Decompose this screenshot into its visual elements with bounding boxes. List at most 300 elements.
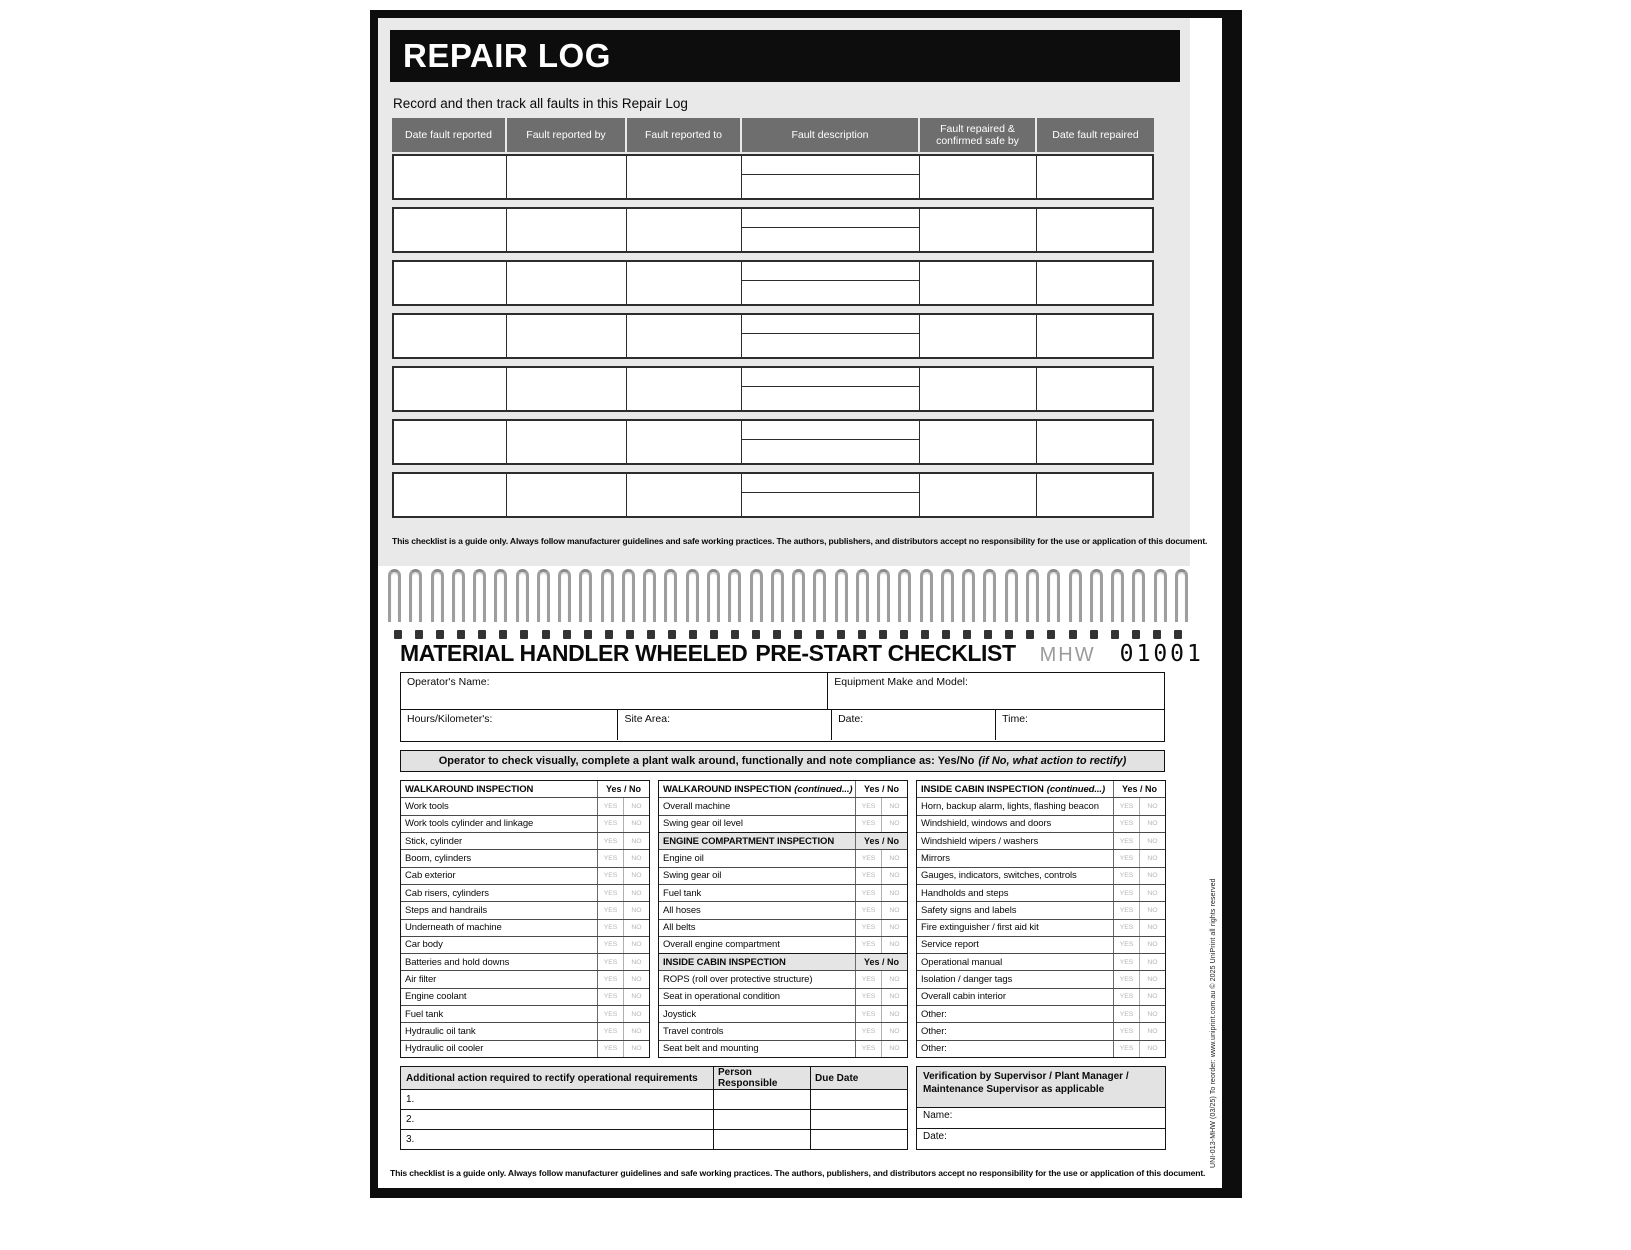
no-cell[interactable]: NO (881, 920, 907, 936)
inspection-tables (400, 780, 1166, 1058)
hours-kilometers-field[interactable] (401, 710, 618, 740)
yes-no-column-header: Yes / No (1113, 781, 1165, 797)
inspection-table-header-row (659, 781, 907, 797)
inspection-item-label: Air filter (405, 974, 437, 986)
inspection-item-label: Seat belt and mounting (663, 1043, 759, 1055)
repair-log-cell[interactable] (627, 368, 742, 410)
operator-name-label: Operator's Name: (407, 676, 490, 688)
yes-cell[interactable]: YES (1113, 920, 1139, 936)
yes-cell[interactable]: YES (1113, 798, 1139, 814)
inspection-section-title: ENGINE COMPARTMENT INSPECTION (663, 835, 835, 847)
binding-hole (1153, 630, 1161, 639)
site-area-field[interactable] (618, 710, 832, 740)
inspection-item-row (659, 1022, 907, 1039)
inspection-table-continued-text: (continued...) (1046, 783, 1106, 795)
binding-hole (1047, 630, 1055, 639)
binding-hole (858, 630, 866, 639)
binding-hole (1026, 630, 1034, 639)
no-cell[interactable]: NO (623, 1041, 649, 1057)
inspection-item-row (917, 832, 1165, 849)
inspection-item-label: Windshield wipers / washers (921, 835, 1039, 847)
binding-hole (626, 630, 634, 639)
equipment-make-model-field[interactable] (828, 673, 1164, 709)
inspection-item-row (659, 919, 907, 936)
inspection-item-row (659, 884, 907, 901)
verification-name-label: Name: (923, 1110, 953, 1121)
no-cell[interactable]: NO (881, 850, 907, 866)
binding-wire-loop (792, 569, 805, 622)
inspection-item-row (917, 970, 1165, 987)
inspection-item-row (659, 901, 907, 918)
no-cell[interactable]: NO (881, 989, 907, 1005)
binding-hole (752, 630, 760, 639)
binding-wire-loop (686, 569, 699, 622)
no-cell[interactable]: NO (881, 885, 907, 901)
no-cell[interactable]: NO (623, 971, 649, 987)
checklist-title-row (400, 640, 1204, 670)
actions-header-label: Additional action required to rectify operational requirements (406, 1072, 698, 1084)
yes-cell[interactable]: YES (855, 868, 881, 884)
repair-log-cell[interactable] (742, 368, 920, 410)
repair-log-cell[interactable] (920, 156, 1037, 198)
binding-hole (1132, 630, 1140, 639)
no-cell[interactable]: NO (1139, 1006, 1165, 1022)
repair-log-cell[interactable] (1037, 315, 1152, 357)
binding-hole (499, 630, 507, 639)
no-cell[interactable]: NO (1139, 937, 1165, 953)
no-cell[interactable]: NO (623, 816, 649, 832)
no-cell[interactable]: NO (1139, 989, 1165, 1005)
yes-cell[interactable]: YES (1113, 971, 1139, 987)
yes-cell[interactable]: YES (597, 920, 623, 936)
no-cell[interactable]: NO (623, 885, 649, 901)
yes-no-column-header: Yes / No (855, 954, 907, 970)
inspection-item-label: Fuel tank (405, 1008, 444, 1020)
repair-log-cell[interactable] (742, 156, 920, 198)
verification-date-field[interactable] (917, 1128, 1165, 1149)
repair-log-cell[interactable] (507, 315, 627, 357)
equipment-make-model-label: Equipment Make and Model: (834, 676, 968, 688)
action-person-cell[interactable] (713, 1110, 810, 1129)
inspection-item-label: Joystick (663, 1008, 696, 1020)
no-cell[interactable]: NO (881, 1041, 907, 1057)
yes-cell[interactable]: YES (855, 850, 881, 866)
inspection-table-title (401, 781, 597, 797)
no-cell[interactable]: NO (1139, 971, 1165, 987)
repair-log-row (392, 313, 1154, 359)
no-cell[interactable]: NO (1139, 850, 1165, 866)
no-cell[interactable]: NO (881, 798, 907, 814)
binding-wire-loop (1175, 569, 1188, 622)
inspection-item-label: Other: (921, 1043, 947, 1055)
inspection-item-row (917, 901, 1165, 918)
repair-log-cell[interactable] (627, 209, 742, 251)
binding-wire-loop (494, 569, 507, 622)
binding-wire-loop (750, 569, 763, 622)
yes-cell[interactable]: YES (1113, 885, 1139, 901)
no-cell[interactable]: NO (881, 1023, 907, 1039)
inspection-item-label: Overall engine compartment (663, 939, 780, 951)
yes-no-column-header: Yes / No (855, 781, 907, 797)
binding-wire-loop (1047, 569, 1060, 622)
no-cell[interactable]: NO (881, 902, 907, 918)
inspection-item-label: Underneath of machine (405, 922, 502, 934)
yes-cell[interactable]: YES (1113, 937, 1139, 953)
binding-hole (1174, 630, 1182, 639)
yes-cell[interactable]: YES (597, 816, 623, 832)
action-person-cell[interactable] (713, 1090, 810, 1109)
repair-log-cell[interactable] (627, 262, 742, 304)
yes-cell[interactable]: YES (597, 850, 623, 866)
due-date-header: Due Date (810, 1067, 907, 1089)
repair-log-cell[interactable] (507, 209, 627, 251)
repair-log-cell[interactable] (1037, 474, 1152, 516)
inspection-item-row (917, 988, 1165, 1005)
no-cell[interactable]: NO (623, 1023, 649, 1039)
binding-hole (520, 630, 528, 639)
repair-log-cell[interactable] (507, 368, 627, 410)
inspection-item-row (401, 884, 649, 901)
fault-description-line (742, 333, 919, 334)
inspection-section-row (659, 953, 907, 970)
verification-date-label: Date: (923, 1131, 947, 1142)
yes-cell[interactable]: YES (855, 816, 881, 832)
action-due-date-cell[interactable] (810, 1130, 907, 1149)
inspection-item-row (401, 1040, 649, 1057)
inspection-item-label: Gauges, indicators, switches, controls (921, 870, 1077, 882)
spiral-binding (388, 569, 1188, 622)
binding-hole (668, 630, 676, 639)
no-cell[interactable]: NO (881, 937, 907, 953)
action-due-date-cell[interactable] (810, 1110, 907, 1129)
binding-wire-loop (579, 569, 592, 622)
no-cell[interactable]: NO (623, 989, 649, 1005)
yes-cell[interactable]: YES (597, 868, 623, 884)
inspection-item-row (659, 1005, 907, 1022)
repair-log-cell[interactable] (1037, 368, 1152, 410)
verification-name-field[interactable] (917, 1108, 1165, 1128)
repair-log-cell[interactable] (507, 421, 627, 463)
no-cell[interactable]: NO (1139, 833, 1165, 849)
binding-hole (647, 630, 655, 639)
inspection-item-label: Mirrors (921, 852, 950, 864)
yes-cell[interactable]: YES (597, 1023, 623, 1039)
yes-cell[interactable]: YES (597, 989, 623, 1005)
date-field[interactable] (832, 710, 996, 740)
repair-log-cell[interactable] (742, 262, 920, 304)
inspection-item-label: Safety signs and labels (921, 904, 1017, 916)
inspection-table (400, 780, 650, 1058)
inspection-item-label: Engine oil (663, 852, 704, 864)
yes-cell[interactable]: YES (597, 971, 623, 987)
yes-cell[interactable]: YES (1113, 902, 1139, 918)
inspection-item-row (917, 936, 1165, 953)
inspection-item-label: Horn, backup alarm, lights, flashing beacon (921, 800, 1099, 812)
binding-hole (605, 630, 613, 639)
repair-log-cell[interactable] (627, 474, 742, 516)
inspection-item-label: All hoses (663, 904, 701, 916)
inspection-item-row (917, 919, 1165, 936)
repair-log-cell[interactable] (1037, 209, 1152, 251)
inspection-table-title-text: WALKAROUND INSPECTION (405, 783, 534, 795)
repair-log-cell[interactable] (1037, 421, 1152, 463)
no-cell[interactable]: NO (623, 954, 649, 970)
repair-log-cell[interactable] (394, 315, 507, 357)
checklist-title-light: PRE-START CHECKLIST (755, 640, 1016, 666)
repair-log-cell[interactable] (920, 421, 1037, 463)
repair-log-cell[interactable] (1037, 262, 1152, 304)
no-cell[interactable]: NO (623, 1006, 649, 1022)
inspection-item-label: Steps and handrails (405, 904, 488, 916)
binding-wire-loop (813, 569, 826, 622)
yes-cell[interactable]: YES (855, 885, 881, 901)
action-row (401, 1129, 907, 1149)
yes-cell[interactable]: YES (855, 902, 881, 918)
yes-cell[interactable]: YES (855, 1006, 881, 1022)
date-label: Date: (838, 713, 864, 725)
binding-hole (478, 630, 486, 639)
inspection-table-title (917, 781, 1113, 797)
repair-log-cell[interactable] (742, 209, 920, 251)
column-header-fault-description: Fault description (742, 118, 920, 152)
binding-wire-loop (622, 569, 635, 622)
inspection-item-row (401, 901, 649, 918)
repair-log-cell[interactable] (920, 262, 1037, 304)
no-cell[interactable]: NO (1139, 902, 1165, 918)
action-person-cell[interactable] (713, 1130, 810, 1149)
inspection-item-label: Other: (921, 1008, 947, 1020)
yes-cell[interactable]: YES (1113, 954, 1139, 970)
repair-log-cell[interactable] (507, 474, 627, 516)
time-field[interactable] (996, 710, 1164, 740)
no-cell[interactable]: NO (1139, 1041, 1165, 1057)
inspection-item-row (401, 953, 649, 970)
inspection-item-row (917, 815, 1165, 832)
yes-cell[interactable]: YES (855, 1041, 881, 1057)
repair-log-cell[interactable] (627, 421, 742, 463)
yes-cell[interactable]: YES (1113, 850, 1139, 866)
binding-wire-loop (962, 569, 975, 622)
inspection-item-row (917, 867, 1165, 884)
verification-header: Verification by Supervisor / Plant Manager / Maintenance Supervisor as applicable (917, 1067, 1165, 1108)
yes-cell[interactable]: YES (597, 954, 623, 970)
binding-hole (689, 630, 697, 639)
column-header-date-fault-reported: Date fault reported (392, 118, 507, 152)
inspection-table-title (659, 781, 855, 797)
repair-log-cell[interactable] (394, 156, 507, 198)
no-cell[interactable]: NO (623, 902, 649, 918)
inspection-table-title-text: INSIDE CABIN INSPECTION (921, 783, 1044, 795)
yes-cell[interactable]: YES (597, 885, 623, 901)
fault-description-line (742, 174, 919, 175)
binding-hole (921, 630, 929, 639)
action-number-cell[interactable]: 1. (406, 1094, 415, 1105)
inspection-item-row (401, 797, 649, 814)
binding-wire-loop (1132, 569, 1145, 622)
yes-cell[interactable]: YES (597, 902, 623, 918)
bottom-section (400, 1066, 1166, 1150)
inspection-item-label: Seat in operational condition (663, 991, 780, 1003)
no-cell[interactable]: NO (881, 971, 907, 987)
inspection-item-label: ROPS (roll over protective structure) (663, 974, 813, 986)
no-cell[interactable]: NO (623, 868, 649, 884)
no-cell[interactable]: NO (1139, 954, 1165, 970)
binding-hole (710, 630, 718, 639)
inspection-item-row (659, 797, 907, 814)
yes-cell[interactable]: YES (855, 920, 881, 936)
binding-holes-row (394, 630, 1182, 639)
inspection-item-label: Hydraulic oil cooler (405, 1043, 484, 1055)
binding-wire-loop (941, 569, 954, 622)
no-cell[interactable]: NO (623, 833, 649, 849)
yes-no-column-header: Yes / No (855, 833, 907, 849)
inspection-item-label: Overall cabin interior (921, 991, 1006, 1003)
repair-log-cell[interactable] (627, 156, 742, 198)
inspection-item-row (401, 919, 649, 936)
repair-log-cell[interactable] (394, 368, 507, 410)
repair-log-banner (390, 30, 1180, 82)
action-due-date-cell[interactable] (810, 1090, 907, 1109)
yes-cell[interactable]: YES (855, 937, 881, 953)
inspection-item-row (917, 953, 1165, 970)
yes-cell[interactable]: YES (1113, 1023, 1139, 1039)
repair-log-cell[interactable] (1037, 156, 1152, 198)
binding-wire-loop (728, 569, 741, 622)
repair-log-cell[interactable] (394, 209, 507, 251)
instruction-main-text: Operator to check visually, complete a plant walk around, functionally and note compliance as: Yes/No (438, 755, 975, 767)
inspection-table (916, 780, 1166, 1058)
repair-log-cell[interactable] (742, 315, 920, 357)
yes-no-column-header: Yes / No (597, 781, 649, 797)
yes-cell[interactable]: YES (855, 798, 881, 814)
inspection-table-title-text: WALKAROUND INSPECTION (663, 783, 792, 795)
no-cell[interactable]: NO (1139, 1023, 1165, 1039)
column-header-fault-repaired-by: Fault repaired & confirmed safe by (920, 118, 1037, 152)
binding-wire-loop (473, 569, 486, 622)
no-cell[interactable]: NO (1139, 798, 1165, 814)
repair-log-cell[interactable] (920, 368, 1037, 410)
yes-cell[interactable]: YES (855, 1023, 881, 1039)
inspection-item-row (917, 849, 1165, 866)
repair-log-cell[interactable] (394, 262, 507, 304)
fault-description-line (742, 227, 919, 228)
repair-log-cell[interactable] (394, 474, 507, 516)
reorder-side-note: UNI-013-MHW (03/25) To reorder: www.uniprint.com.au © 2025 UniPrint all rights reserved (1210, 878, 1217, 1168)
inspection-table (658, 780, 908, 1058)
repair-log-header-row (392, 118, 1154, 152)
yes-cell[interactable]: YES (855, 971, 881, 987)
yes-cell[interactable]: YES (597, 833, 623, 849)
binding-hole (773, 630, 781, 639)
inspection-item-row (917, 884, 1165, 901)
binding-wire-loop (898, 569, 911, 622)
repair-log-row (392, 366, 1154, 412)
inspection-table-header-row (401, 781, 649, 797)
binding-hole (731, 630, 739, 639)
fault-description-line (742, 492, 919, 493)
repair-log-cell[interactable] (507, 262, 627, 304)
repair-log-cell[interactable] (920, 209, 1037, 251)
inspection-item-label: Swing gear oil level (663, 818, 743, 830)
additional-actions-table (400, 1066, 908, 1150)
yes-cell[interactable]: YES (597, 937, 623, 953)
checklist-title-bold: MATERIAL HANDLER WHEELED (400, 640, 748, 666)
binding-wire-loop (643, 569, 656, 622)
binding-wire-loop (388, 569, 401, 622)
repair-log-cell[interactable] (742, 421, 920, 463)
binding-hole (1069, 630, 1077, 639)
repair-log-row (392, 207, 1154, 253)
repair-log-row (392, 419, 1154, 465)
inspection-item-row (659, 849, 907, 866)
operator-name-field[interactable] (401, 673, 828, 709)
no-cell[interactable]: NO (881, 1006, 907, 1022)
action-row (401, 1090, 907, 1109)
action-rows (401, 1090, 907, 1149)
inspection-item-label: Stick, cylinder (405, 835, 463, 847)
site-area-label: Site Area: (624, 713, 670, 725)
repair-log-cell[interactable] (742, 474, 920, 516)
yes-cell[interactable]: YES (597, 1006, 623, 1022)
binding-hole (1005, 630, 1013, 639)
no-cell[interactable]: NO (881, 868, 907, 884)
instruction-italic-text: (if No, what action to rectify) (978, 755, 1127, 767)
checklist-code: MHW (1039, 644, 1096, 666)
inspection-table-continued-text: (continued...) (794, 783, 853, 795)
no-cell[interactable]: NO (1139, 885, 1165, 901)
yes-cell[interactable]: YES (855, 989, 881, 1005)
binding-wire-loop (558, 569, 571, 622)
column-header-fault-reported-to: Fault reported to (627, 118, 742, 152)
yes-cell[interactable]: YES (597, 1041, 623, 1057)
action-number-cell[interactable]: 2. (406, 1114, 415, 1125)
inspection-item-row (659, 815, 907, 832)
repair-log-cell[interactable] (507, 156, 627, 198)
binding-wire-loop (431, 569, 444, 622)
no-cell[interactable]: NO (623, 920, 649, 936)
yes-cell[interactable]: YES (597, 798, 623, 814)
fault-description-line (742, 386, 919, 387)
no-cell[interactable]: NO (623, 937, 649, 953)
inspection-item-label: Windshield, windows and doors (921, 818, 1052, 830)
yes-cell[interactable]: YES (1113, 989, 1139, 1005)
repair-log-cell[interactable] (627, 315, 742, 357)
no-cell[interactable]: NO (1139, 920, 1165, 936)
binding-wire-loop (409, 569, 422, 622)
yes-cell[interactable]: YES (1113, 833, 1139, 849)
yes-cell[interactable]: YES (1113, 1041, 1139, 1057)
yes-cell[interactable]: YES (1113, 868, 1139, 884)
yes-cell[interactable]: YES (1113, 816, 1139, 832)
operator-info-table (400, 672, 1165, 742)
repair-log-cell[interactable] (920, 315, 1037, 357)
binding-wire-loop (983, 569, 996, 622)
inspection-item-label: Operational manual (921, 956, 1003, 968)
binding-hole (457, 630, 465, 639)
inspection-item-label: Fuel tank (663, 887, 702, 899)
yes-cell[interactable]: YES (1113, 1006, 1139, 1022)
no-cell[interactable]: NO (623, 850, 649, 866)
action-number-cell[interactable]: 3. (406, 1134, 415, 1145)
no-cell[interactable]: NO (1139, 868, 1165, 884)
no-cell[interactable]: NO (623, 798, 649, 814)
binding-hole (816, 630, 824, 639)
repair-log-cell[interactable] (394, 421, 507, 463)
no-cell[interactable]: NO (881, 816, 907, 832)
no-cell[interactable]: NO (1139, 816, 1165, 832)
inspection-item-row (401, 867, 649, 884)
repair-log-cell[interactable] (920, 474, 1037, 516)
